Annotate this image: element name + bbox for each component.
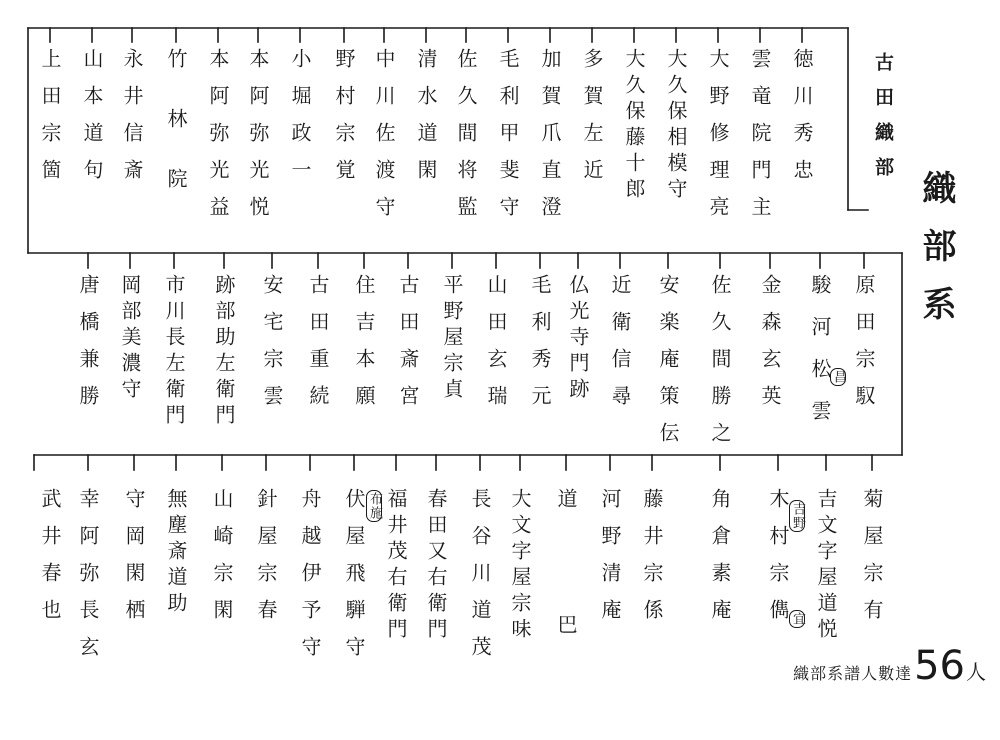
- person-row3-05: 藤井宗係: [640, 488, 664, 636]
- person-row2-18: 唐橋兼勝: [76, 274, 100, 422]
- person-row3-12-note: 布施: [367, 492, 382, 520]
- person-row3-15: 山崎宗閑: [210, 488, 234, 636]
- person-row3-10: 春田又右衛門: [424, 488, 448, 644]
- person-row1-13: 小堀政一: [288, 48, 312, 196]
- person-row1-04: 大久保相模守: [664, 48, 688, 204]
- person-row3-03-note-top: 吉野: [790, 502, 805, 530]
- person-row3-08: 大文字屋宗味: [508, 488, 532, 644]
- person-row2-12: 住吉本願: [352, 274, 376, 422]
- person-row3-01: 菊屋宗有: [860, 488, 884, 636]
- person-row1-10: 清水道閑: [414, 48, 438, 196]
- person-row2-15: 跡部助左衛門: [212, 274, 236, 430]
- person-row3-16: 無塵斎道助: [164, 488, 188, 618]
- person-row2-17: 岡部美濃守: [118, 274, 142, 404]
- person-row1-18: 山本道句: [80, 48, 104, 196]
- person-row1-14: 本阿弥光悦: [246, 48, 270, 233]
- person-row1-11: 中川佐渡守: [372, 48, 396, 233]
- person-row1-09: 佐久間将監: [454, 48, 478, 233]
- person-row1-16: 竹林院: [164, 48, 188, 228]
- page-title: 織部系: [916, 170, 956, 344]
- person-row3-02: 吉文字屋道悦: [814, 488, 838, 644]
- person-row1-03: 大野修理亮: [706, 48, 730, 233]
- person-row1-15: 本阿弥光益: [206, 48, 230, 233]
- person-row1-17: 永井信斎: [120, 48, 144, 196]
- person-row2-04: 佐久間勝之: [708, 274, 732, 459]
- person-row2-09: 山田玄瑞: [484, 274, 508, 422]
- person-row1-19: 上田宗箇: [38, 48, 62, 196]
- person-row3-07: 道巴: [554, 488, 578, 740]
- person-row2-14: 安宅宗雲: [260, 274, 284, 422]
- person-row3-11: 福井茂右衛門: [384, 488, 408, 644]
- person-row3-18: 幸阿弥長玄: [76, 488, 100, 673]
- person-row1-06: 多賀左近: [580, 48, 604, 196]
- person-row2-11: 古田斎宮: [396, 274, 420, 422]
- person-row2-01: 原田宗馭: [852, 274, 876, 422]
- person-row3-17: 守岡閑栖: [122, 488, 146, 636]
- person-row2-02-a: 駿河松雲: [808, 274, 832, 442]
- footer-label: 織部系譜人數達: [793, 664, 913, 683]
- person-row3-14: 針屋宗春: [254, 488, 278, 636]
- person-row1-05: 大久保藤十郎: [622, 48, 646, 204]
- member-count-footer: [793, 643, 986, 689]
- founder-name: 古田織部: [872, 52, 894, 192]
- person-row2-10: 平野屋宗貞: [440, 274, 464, 404]
- person-row3-06: 河野清庵: [598, 488, 622, 636]
- person-row3-09: 長谷川道茂: [468, 488, 492, 673]
- person-row3-12: 伏屋飛騨守: [342, 488, 366, 673]
- person-row1-07: 加賀爪直澄: [538, 48, 562, 233]
- person-row1-02: 雲竜院門主: [748, 48, 772, 233]
- footer-unit: 人: [966, 660, 986, 684]
- person-row2-03: 金森玄英: [758, 274, 782, 422]
- person-row2-05: 安楽庵策伝: [656, 274, 680, 459]
- person-row3-03: 木村宗儁: [766, 488, 790, 636]
- person-row2-08: 毛利秀元: [528, 274, 552, 422]
- person-row2-16: 市川長左衛門: [162, 274, 186, 430]
- person-row1-12: 野村宗覚: [332, 48, 356, 196]
- person-row2-13: 古田重続: [306, 274, 330, 422]
- person-row3-03-note-side: 宜: [790, 612, 805, 626]
- person-row3-19: 武井春也: [38, 488, 62, 636]
- person-row3-13: 舟越伊予守: [298, 488, 322, 673]
- person-row1-08: 毛利甲斐守: [496, 48, 520, 233]
- footer-count: 56: [914, 643, 965, 689]
- person-row1-01: 徳川秀忠: [790, 48, 814, 196]
- person-row3-04: 角倉素庵: [708, 488, 732, 636]
- person-row2-02-note: 昌: [831, 370, 846, 384]
- person-row2-06: 近衛信尋: [608, 274, 632, 422]
- person-row2-07: 仏光寺門跡: [566, 274, 590, 404]
